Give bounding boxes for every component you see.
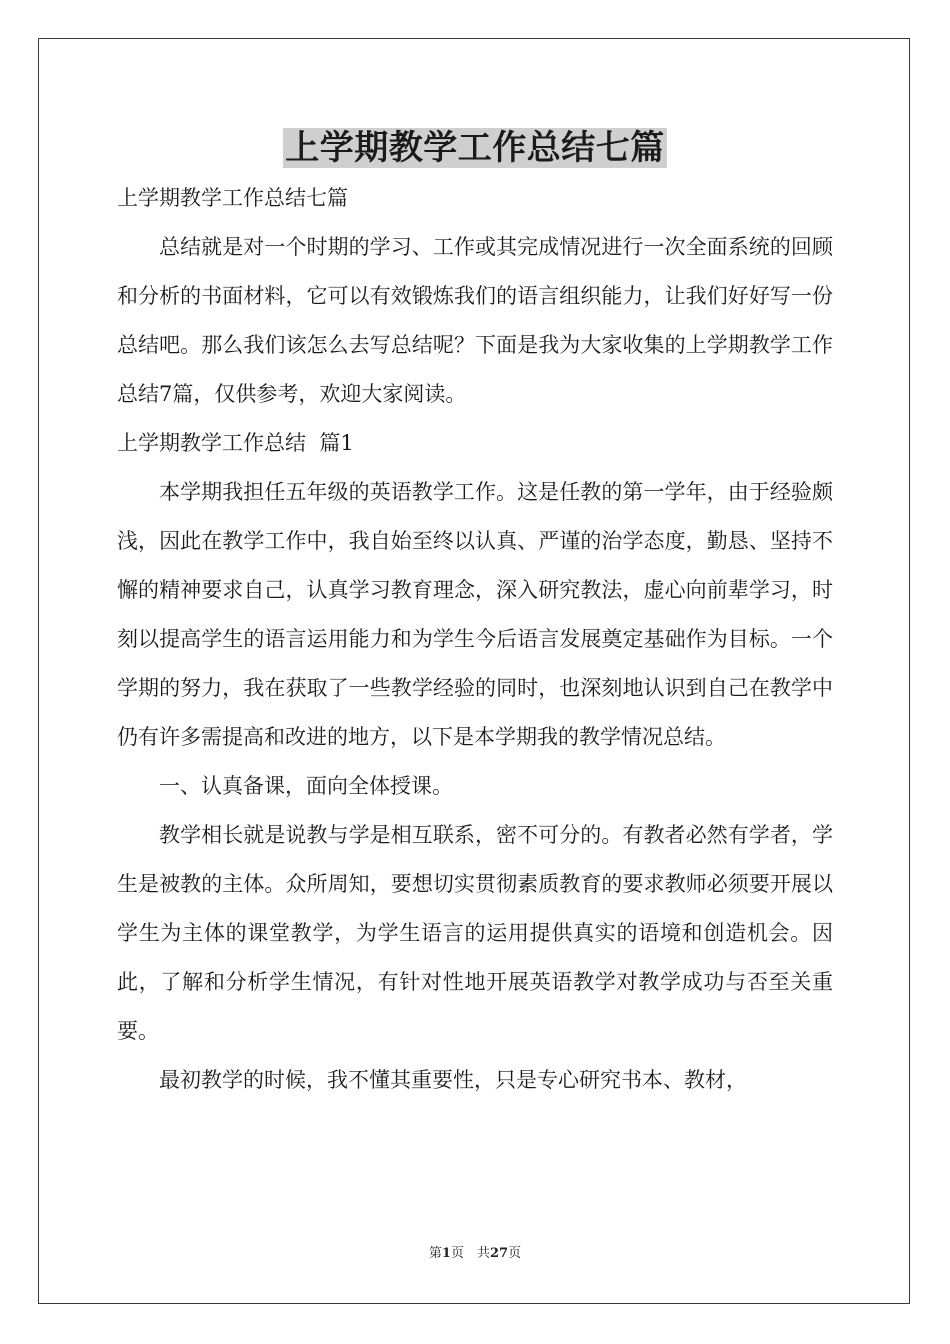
page-footer bbox=[0, 1244, 950, 1264]
body-paragraph: 教学相长就是说教与学是相互联系，密不可分的。有教者必然有学者，学生是被教的主体。众所周知，要想切实贯彻素质教育的要求教师必须要开展以学生为主体的课堂教学，为学生语言的运用提供真实的语境和创造机会。因此，了解和分析学生情况，有针对性地开展英语教学对教学成功与否至关重要。 bbox=[117, 823, 833, 1043]
footer-current-page: 1 bbox=[441, 1246, 451, 1261]
footer-total-pages: 27 bbox=[489, 1246, 509, 1261]
document-title bbox=[0, 124, 950, 172]
body-paragraph: 最初教学的时候，我不懂其重要性，只是专心研究书本、教材， bbox=[159, 1068, 747, 1092]
subtitle-line: 上学期教学工作总结七篇 bbox=[117, 186, 348, 210]
body-paragraph: 本学期我担任五年级的英语教学工作。这是任教的第一学年，由于经验颇浅，因此在教学工作中，我自始至终以认真、严谨的治学态度，勤恳、坚持不懈的精神要求自己，认真学习教育理念，深入研究教法，虚心向前辈学习，时刻以提高学生的语言运用能力和为学生今后语言发展奠定基础作为目标。一个学期的努力，我在获取了一些教学经验的同时，也深刻地认识到自己在教学中仍有许多需提高和改进的地方，以下是本学期我的教学情况总结。 bbox=[117, 480, 833, 749]
document-body bbox=[117, 174, 833, 1105]
title-text: 上学期教学工作总结七篇 bbox=[285, 128, 665, 168]
footer-suffix: 页 bbox=[508, 1246, 522, 1261]
section-heading: 上学期教学工作总结 篇1 bbox=[117, 431, 354, 455]
footer-prefix: 第 bbox=[428, 1246, 442, 1261]
footer-mid: 页 共 bbox=[450, 1246, 490, 1261]
intro-paragraph: 总结就是对一个时期的学习、工作或其完成情况进行一次全面系统的回顾和分析的书面材料，它可以有效锻炼我们的语言组织能力，让我们好好写一份总结吧。那么我们该怎么去写总结呢？下面是我为大家收集的上学期教学工作总结7篇，仅供参考，欢迎大家阅读。 bbox=[117, 235, 833, 406]
subsection-heading: 一、认真备课，面向全体授课。 bbox=[159, 774, 453, 798]
